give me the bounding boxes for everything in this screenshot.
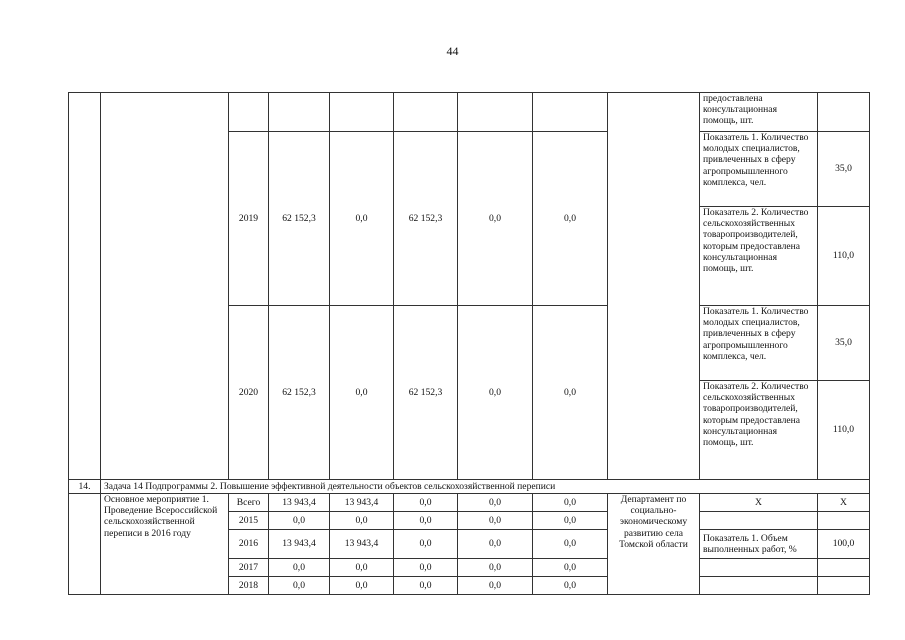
regional-cell: 0,0 — [394, 494, 458, 512]
federal-cell: 0,0 — [330, 577, 394, 595]
indicator-value: 35,0 — [818, 306, 870, 381]
local-cell: 0,0 — [458, 577, 533, 595]
local-cell: 0,0 — [458, 559, 533, 577]
task-title: Задача 14 Подпрограммы 2. Повышение эффективной деятельности объектов сельскохозяйственной переписи — [101, 480, 870, 494]
indicator-value: 100,0 — [818, 530, 870, 559]
year-cell-blank — [229, 93, 269, 132]
year-cell: 2016 — [229, 530, 269, 559]
continuation-row — [69, 93, 870, 132]
other-cell: 0,0 — [533, 512, 608, 530]
indicator-value: 35,0 — [818, 132, 870, 207]
total-cell: 13 943,4 — [269, 494, 330, 512]
dept-cell-blank — [608, 93, 700, 480]
federal-cell: 13 943,4 — [330, 530, 394, 559]
program-table — [68, 92, 870, 595]
responsible-department: Департамент по социально-экономическому развитию села Томской области — [608, 494, 700, 595]
year-cell: 2020 — [229, 306, 269, 480]
other-cell: 0,0 — [533, 559, 608, 577]
regional-cell: 62 152,3 — [394, 132, 458, 306]
year-cell: 2019 — [229, 132, 269, 306]
indicator-value-x: X — [818, 494, 870, 512]
indicator-text: Показатель 1. Количество молодых специалистов, привлеченных в сферу агропромышленного комплекса, чел. — [700, 306, 818, 381]
regional-cell: 0,0 — [394, 530, 458, 559]
indicator-text: Показатель 2. Количество сельскохозяйственных товаропроизводителей, которым предоставлена консультационная помощь, шт. — [700, 207, 818, 306]
num-cell-blank — [69, 494, 101, 595]
indicator-text: Показатель 1. Объем выполненных работ, % — [700, 530, 818, 559]
indicator-value: 110,0 — [818, 207, 870, 306]
total-cell: 13 943,4 — [269, 530, 330, 559]
name-cell-blank — [101, 93, 229, 480]
other-cell: 0,0 — [533, 306, 608, 480]
local-cell: 0,0 — [458, 306, 533, 480]
task-number: 14. — [69, 480, 101, 494]
measure-row-total — [69, 494, 870, 512]
local-cell: 0,0 — [458, 132, 533, 306]
local-cell: 0,0 — [458, 494, 533, 512]
indicator-value: 110,0 — [818, 381, 870, 480]
total-cell: 62 152,3 — [269, 306, 330, 480]
local-cell: 0,0 — [458, 530, 533, 559]
year-cell: 2018 — [229, 577, 269, 595]
indicator-x: X — [700, 494, 818, 512]
year-cell: 2017 — [229, 559, 269, 577]
federal-cell: 0,0 — [330, 559, 394, 577]
page-number: 44 — [446, 44, 459, 58]
other-cell: 0,0 — [533, 530, 608, 559]
task-row — [69, 480, 870, 494]
federal-cell: 13 943,4 — [330, 494, 394, 512]
federal-cell: 0,0 — [330, 132, 394, 306]
year-cell: 2015 — [229, 512, 269, 530]
other-cell: 0,0 — [533, 577, 608, 595]
total-cell: 0,0 — [269, 512, 330, 530]
total-cell: 0,0 — [269, 577, 330, 595]
regional-cell: 0,0 — [394, 577, 458, 595]
federal-cell: 0,0 — [330, 306, 394, 480]
regional-cell: 0,0 — [394, 512, 458, 530]
year-cell: Всего — [229, 494, 269, 512]
indicator-continuation: предоставлена консультационная помощь, шт. — [700, 93, 818, 132]
total-cell: 62 152,3 — [269, 132, 330, 306]
federal-cell: 0,0 — [330, 512, 394, 530]
regional-cell: 62 152,3 — [394, 306, 458, 480]
regional-cell: 0,0 — [394, 559, 458, 577]
other-cell: 0,0 — [533, 132, 608, 306]
local-cell: 0,0 — [458, 512, 533, 530]
indicator-text: Показатель 1. Количество молодых специалистов, привлеченных в сферу агропромышленного комплекса, чел. — [700, 132, 818, 207]
num-cell-blank — [69, 93, 101, 480]
indicator-text: Показатель 2. Количество сельскохозяйственных товаропроизводителей, которым предоставлена консультационная помощь, шт. — [700, 381, 818, 480]
total-cell: 0,0 — [269, 559, 330, 577]
measure-name: Основное мероприятие 1. Проведение Всероссийской сельскохозяйственной переписи в 2016 году — [101, 494, 229, 595]
other-cell: 0,0 — [533, 494, 608, 512]
